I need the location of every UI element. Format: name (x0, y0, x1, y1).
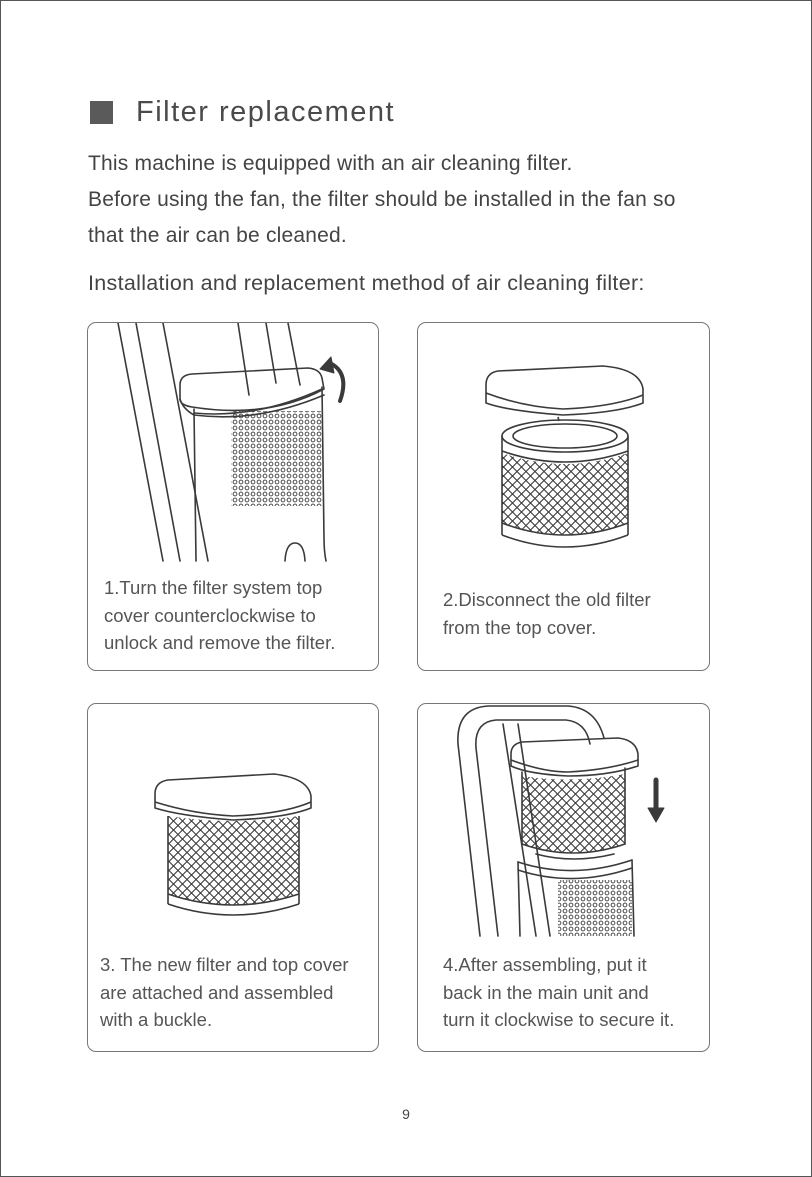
filter-mesh (522, 774, 625, 853)
step-caption (100, 951, 349, 1034)
filter-assembled-illustration (88, 704, 379, 944)
step-caption (443, 586, 651, 641)
step-caption (104, 574, 335, 657)
intro-line: that the air can be cleaned. (88, 224, 347, 247)
filter-mesh (168, 816, 299, 905)
caption-line: 4.After assembling, put it (443, 954, 647, 975)
page-title: Filter replacement (136, 95, 396, 128)
filter-detached-illustration (418, 323, 710, 563)
caption-line: unlock and remove the filter. (104, 632, 336, 653)
step-card-4 (417, 703, 710, 1052)
caption-line: 2.Disconnect the old filter (443, 589, 651, 610)
intro-line: This machine is equipped with an air cleaning filter. (88, 152, 573, 175)
intro-line: Before using the fan, the filter should be installed in the fan so (88, 188, 676, 211)
square-bullet-icon (90, 101, 113, 124)
caption-line: cover counterclockwise to (104, 604, 316, 626)
caption-line: are attached and assembled (100, 981, 334, 1003)
caption-line: from the top cover. (443, 616, 597, 638)
filter-mesh (502, 453, 628, 535)
page-number: 9 (402, 1106, 410, 1122)
step-card-1 (87, 322, 379, 671)
section-heading (90, 92, 395, 132)
caption-line: with a buckle. (100, 1009, 213, 1030)
step-card-2 (417, 322, 710, 671)
vent-holes (231, 411, 323, 506)
step-caption (443, 951, 674, 1034)
caption-line: turn it clockwise to secure it. (443, 1009, 675, 1030)
filter-insert-illustration (418, 704, 710, 944)
caption-line: 1.Turn the filter system top (104, 577, 323, 598)
fan-unlock-illustration (88, 323, 379, 563)
caption-line: back in the main unit and (443, 981, 649, 1003)
step-card-3 (87, 703, 379, 1052)
vent-holes (558, 880, 632, 936)
caption-line: 3. The new filter and top cover (100, 954, 349, 975)
method-heading: Installation and replacement method of air cleaning filter: (88, 271, 645, 295)
intro-paragraph (88, 146, 768, 254)
